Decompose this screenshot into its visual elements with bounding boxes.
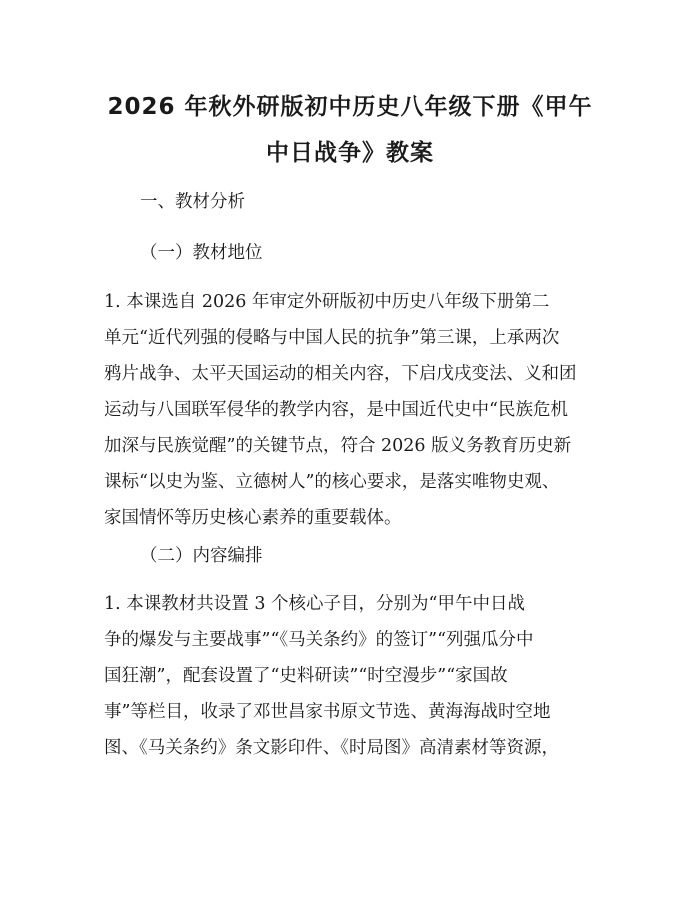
paragraph-line: 家国情怀等历史核心素养的重要载体。 [104,508,402,528]
paragraph-textbook-position [104,284,604,536]
section-heading: 一、教材分析 [140,192,245,212]
paragraph-line: 图、《马关条约》条文影印件、《时局图》高清素材等资源， [104,738,559,758]
paragraph-line: 争的爆发与主要战事”“《马关条约》的签订”“列强瓜分中 [104,630,534,650]
paragraph-line: 加深与民族觉醒”的关键节点，符合 2026 版义务教育历史新 [104,436,572,456]
paragraph-content-arrangement [104,586,604,766]
subsection-heading-textbook-position: （一）教材地位 [140,243,263,263]
subsection-heading-content-arrangement: （二）内容编排 [140,546,263,566]
document-title-line-1: 2026 年秋外研版初中历史八年级下册《甲午 [107,94,593,120]
paragraph-line: 运动与八国联军侵华的教学内容，是中国近代史中“民族危机 [104,400,568,420]
paragraph-line: 事”等栏目，收录了邓世昌家书原文节选、黄海海战时空地 [104,702,551,722]
paragraph-line: 1. 本课教材共设置 3 个核心子目，分别为“甲午中日战 [104,594,525,614]
paragraph-line: 1. 本课选自 2026 年审定外研版初中历史八年级下册第二 [104,292,550,312]
document-title-line-2: 中日战争》教案 [266,140,434,166]
paragraph-line: 鸦片战争、太平天国运动的相关内容，下启戊戌变法、义和团 [104,364,577,384]
paragraph-line: 课标“以史为鉴、立德树人”的核心要求，是落实唯物史观、 [104,472,560,492]
paragraph-line: 国狂潮”，配套设置了“史料研读”“时空漫步”“家国故 [104,666,508,686]
paragraph-line: 单元“近代列强的侵略与中国人民的抗争”第三课，上承两次 [104,328,560,348]
